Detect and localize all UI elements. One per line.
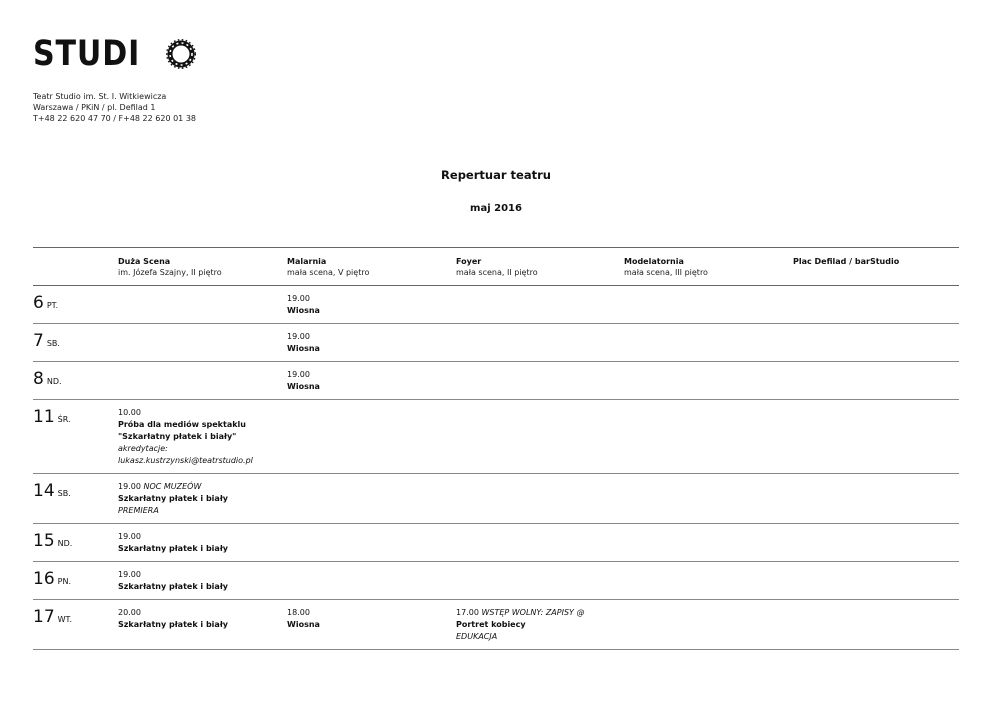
event-title: Wiosna xyxy=(287,620,320,629)
day-number: 17 xyxy=(33,607,55,627)
weekday-label: SB. xyxy=(57,489,71,498)
stage-cell xyxy=(624,600,793,650)
stage-name: Foyer xyxy=(456,257,482,266)
event-time-line xyxy=(118,607,287,619)
theatre-address xyxy=(33,91,196,124)
event-title: Wiosna xyxy=(287,344,320,353)
stage-cell xyxy=(624,562,793,600)
date-column-header xyxy=(33,248,118,286)
day-number: 15 xyxy=(33,531,55,551)
stage-cell xyxy=(456,474,624,524)
stage-cell xyxy=(624,362,793,400)
month-label: maj 2016 xyxy=(470,203,522,214)
event-title: Szkarłatny płatek i biały xyxy=(118,620,228,629)
stage-cell xyxy=(456,324,624,362)
stage-cell xyxy=(287,362,456,400)
page-title: Repertuar teatru xyxy=(441,168,551,182)
weekday-label: WT. xyxy=(57,615,73,624)
stage-header xyxy=(793,248,959,286)
event-time: 19.00 xyxy=(287,370,310,379)
stage-cell xyxy=(118,600,287,650)
date-cell xyxy=(33,400,118,474)
stage-cell xyxy=(287,474,456,524)
event-time: 19.00 xyxy=(287,294,310,303)
event-tag: WSTĘP WOLNY: ZAPISY @ xyxy=(481,608,585,617)
event xyxy=(118,481,287,517)
stage-cell xyxy=(287,562,456,600)
stage-cell xyxy=(456,362,624,400)
event-time: 19.00 xyxy=(118,570,141,579)
date-cell xyxy=(33,286,118,324)
event-time-line xyxy=(118,531,287,543)
event-time: 20.00 xyxy=(118,608,141,617)
stage-location: mała scena, III piętro xyxy=(624,268,708,277)
stage-cell xyxy=(624,524,793,562)
day-number: 14 xyxy=(33,481,55,501)
event xyxy=(118,569,287,593)
event-time-line xyxy=(287,369,456,381)
stage-cell xyxy=(118,324,287,362)
day-row xyxy=(33,400,959,474)
stage-cell xyxy=(793,524,959,562)
stage-cell xyxy=(118,362,287,400)
stage-header-row xyxy=(33,248,959,286)
stage-location: mała scena, V piętro xyxy=(287,268,370,277)
day-row xyxy=(33,362,959,400)
address-line: T+48 22 620 47 70 / F+48 22 620 01 38 xyxy=(33,114,196,123)
event xyxy=(118,407,287,467)
event-title: Szkarłatny płatek i biały xyxy=(118,544,228,553)
stage-cell xyxy=(287,524,456,562)
stage-cell xyxy=(456,600,624,650)
date-cell xyxy=(33,600,118,650)
logo xyxy=(33,34,158,74)
date-cell xyxy=(33,324,118,362)
event-time-line xyxy=(287,293,456,305)
event xyxy=(287,607,456,631)
event-time: 19.00 xyxy=(118,532,141,541)
event xyxy=(456,607,624,643)
stage-name: Modelatornia xyxy=(624,257,684,266)
date-cell xyxy=(33,562,118,600)
stage-header xyxy=(118,248,287,286)
event-time-line xyxy=(456,607,624,619)
event xyxy=(118,607,287,631)
stage-cell xyxy=(118,524,287,562)
stage-cell xyxy=(287,286,456,324)
stage-name: Malarnia xyxy=(287,257,327,266)
event-time-line xyxy=(287,331,456,343)
address-line: Teatr Studio im. St. I. Witkiewicza xyxy=(33,92,167,101)
weekday-label: ŚR. xyxy=(57,415,71,424)
stage-cell xyxy=(287,324,456,362)
stage-cell xyxy=(118,474,287,524)
repertoire-body xyxy=(33,286,959,650)
stage-cell xyxy=(456,524,624,562)
stage-cell xyxy=(118,286,287,324)
stage-cell xyxy=(793,474,959,524)
event-time-line xyxy=(118,569,287,581)
stage-cell xyxy=(456,562,624,600)
day-row xyxy=(33,524,959,562)
stage-name: Plac Defilad / barStudio xyxy=(793,257,900,266)
event-time-line xyxy=(118,481,287,493)
repertoire-table xyxy=(33,247,959,650)
event-time: 19.00 xyxy=(287,332,310,341)
stage-cell xyxy=(118,562,287,600)
day-row xyxy=(33,562,959,600)
day-row xyxy=(33,286,959,324)
stage-cell xyxy=(456,400,624,474)
event-time: 10.00 xyxy=(118,408,141,417)
weekday-label: PT. xyxy=(46,301,59,310)
event-time-line xyxy=(287,607,456,619)
address-line: Warszawa / PKiN / pl. Defilad 1 xyxy=(33,103,156,112)
logo-text: STUDI xyxy=(33,34,141,74)
event-title: Wiosna xyxy=(287,382,320,391)
event xyxy=(287,331,456,355)
event-title: Wiosna xyxy=(287,306,320,315)
stage-cell xyxy=(793,362,959,400)
event-title: Portret kobiecy xyxy=(456,620,526,629)
day-number: 8 xyxy=(33,369,44,389)
event xyxy=(287,369,456,393)
stage-cell xyxy=(793,400,959,474)
stage-cell xyxy=(793,286,959,324)
stage-location: im. Józefa Szajny, II piętro xyxy=(118,268,222,277)
stage-cell xyxy=(624,400,793,474)
date-cell xyxy=(33,474,118,524)
date-cell xyxy=(33,362,118,400)
event-note: akredytacje: xyxy=(118,444,168,453)
day-number: 16 xyxy=(33,569,55,589)
event xyxy=(287,293,456,317)
event-note: lukasz.kustrzynski@teatrstudio.pl xyxy=(118,456,253,465)
day-row xyxy=(33,600,959,650)
day-number: 6 xyxy=(33,293,44,313)
weekday-label: ND. xyxy=(57,539,73,548)
day-row xyxy=(33,474,959,524)
event-time: 19.00 xyxy=(118,482,141,491)
event-title: "Szkarłatny płatek i biały" xyxy=(118,432,237,441)
event-time-line xyxy=(118,407,287,419)
event-time: 17.00 xyxy=(456,608,479,617)
ring-logo-icon xyxy=(164,37,198,71)
stage-header xyxy=(456,248,624,286)
stage-header xyxy=(287,248,456,286)
stage-cell xyxy=(118,400,287,474)
weekday-label: SB. xyxy=(46,339,60,348)
stage-cell xyxy=(456,286,624,324)
event-title: Szkarłatny płatek i biały xyxy=(118,494,228,503)
date-cell xyxy=(33,524,118,562)
stage-cell xyxy=(624,324,793,362)
event-title: Próba dla mediów spektaklu xyxy=(118,420,246,429)
event-note: EDUKACJA xyxy=(456,632,498,641)
weekday-label: ND. xyxy=(46,377,62,386)
event-tag: NOC MUZEÓW xyxy=(143,482,202,491)
stage-location: mała scena, II piętro xyxy=(456,268,538,277)
stage-cell xyxy=(287,400,456,474)
stage-cell xyxy=(793,562,959,600)
day-row xyxy=(33,324,959,362)
stage-header xyxy=(624,248,793,286)
stage-cell xyxy=(793,324,959,362)
day-number: 11 xyxy=(33,407,55,427)
stage-cell xyxy=(624,286,793,324)
event-title: Szkarłatny płatek i biały xyxy=(118,582,228,591)
stage-name: Duża Scena xyxy=(118,257,171,266)
event-note: PREMIERA xyxy=(118,506,159,515)
event-time: 18.00 xyxy=(287,608,310,617)
day-number: 7 xyxy=(33,331,44,351)
stage-cell xyxy=(624,474,793,524)
stage-cell xyxy=(793,600,959,650)
weekday-label: PN. xyxy=(57,577,71,586)
event xyxy=(118,531,287,555)
stage-cell xyxy=(287,600,456,650)
